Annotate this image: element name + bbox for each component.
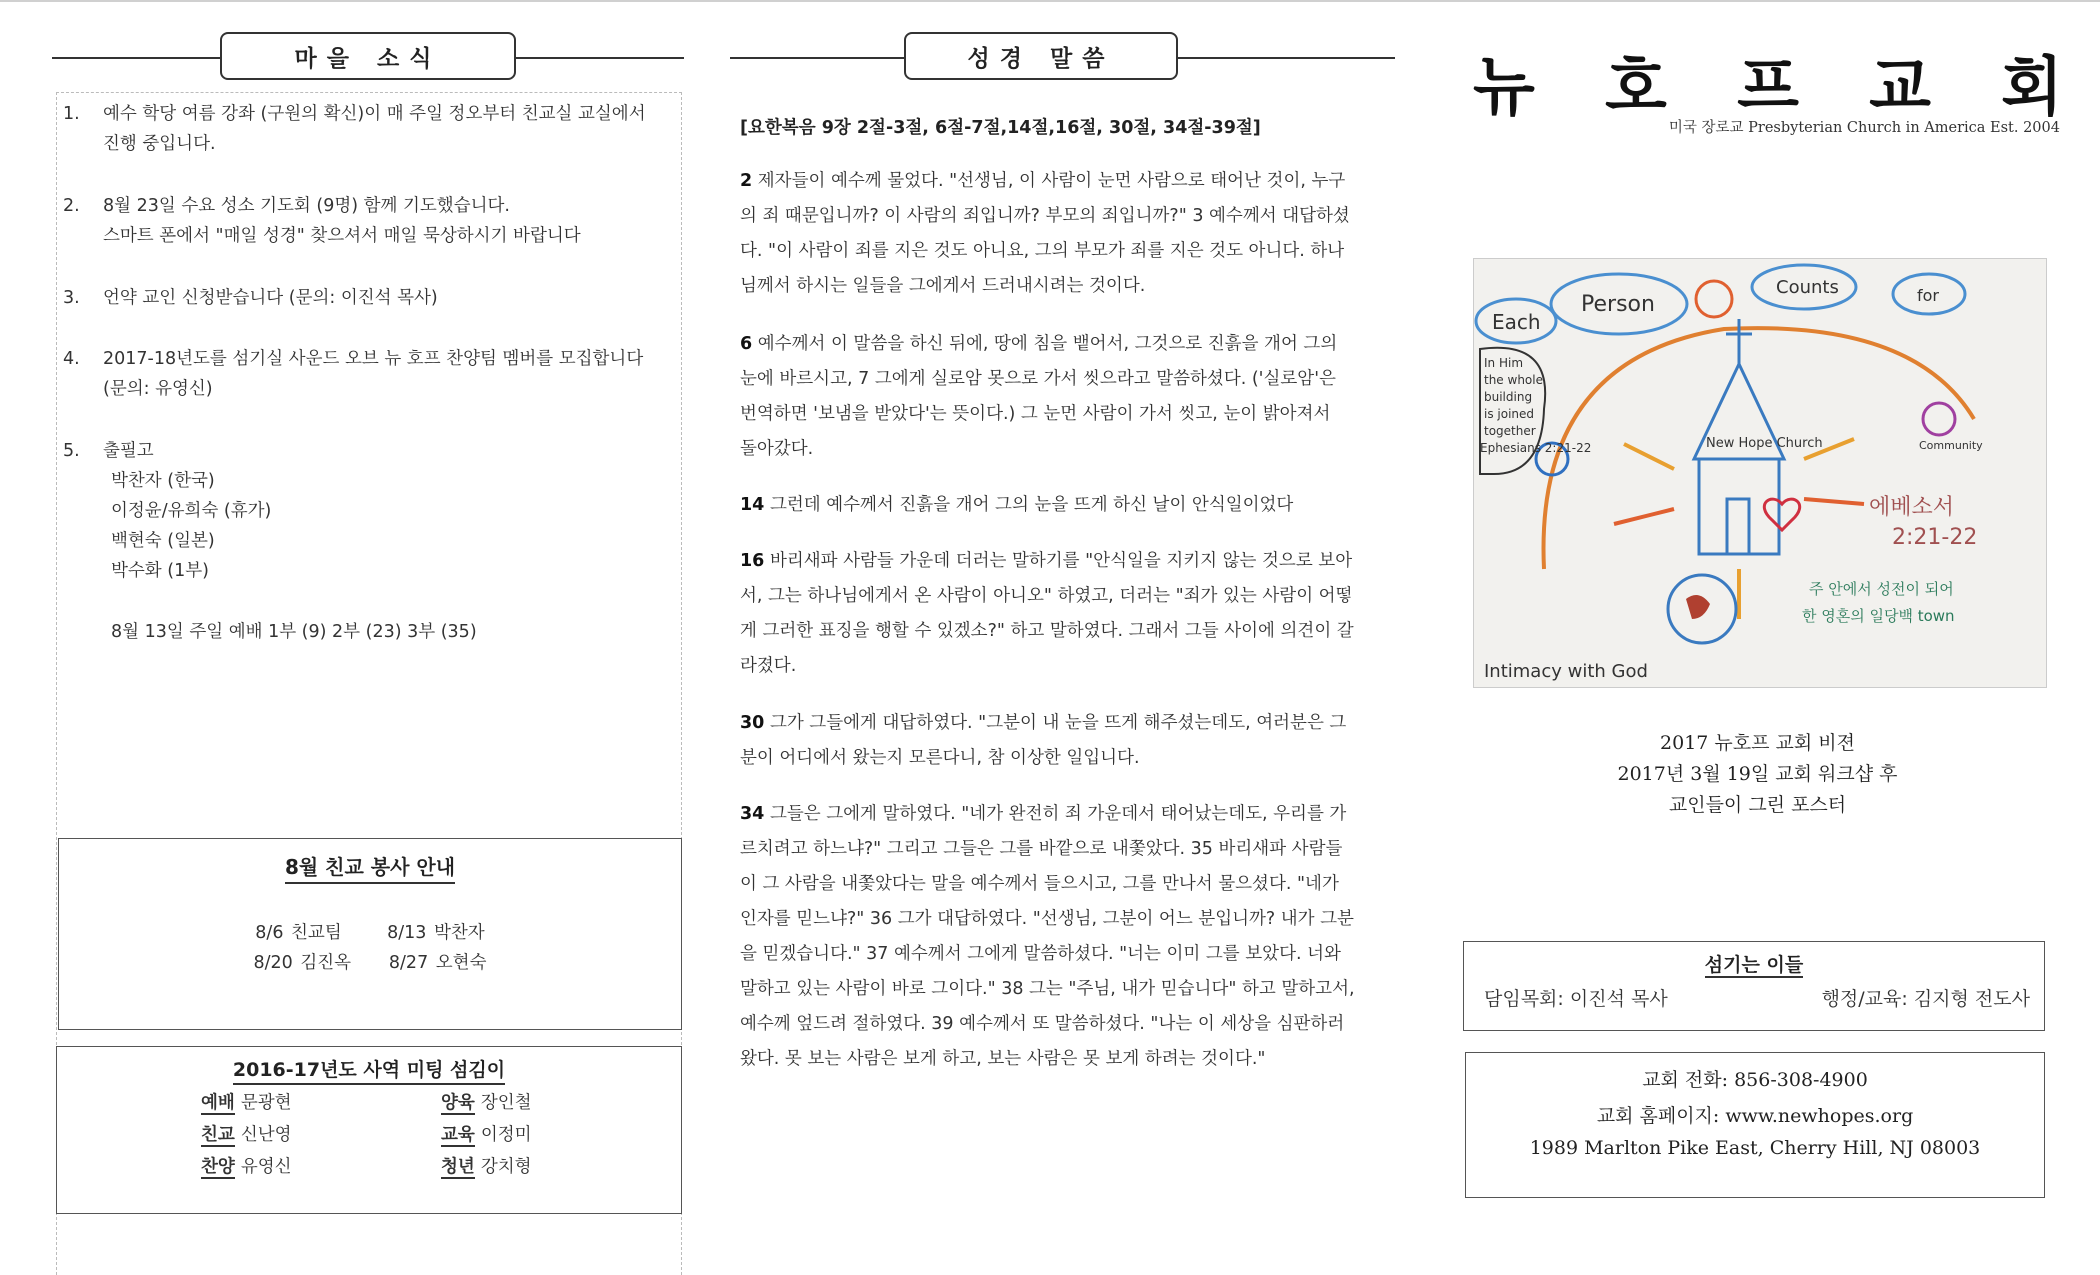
church-name-char: 교 bbox=[1869, 51, 1931, 125]
admin-education-minister: 행정/교육: 김지형 전도사 bbox=[1821, 988, 2030, 1010]
news-text bbox=[103, 191, 673, 251]
ministry-entry bbox=[441, 1153, 532, 1178]
poster-label-counts: Counts bbox=[1776, 277, 1839, 298]
ministry-role: 양육 bbox=[441, 1093, 475, 1113]
staff-title bbox=[1464, 950, 2044, 977]
poster-label-person: Person bbox=[1581, 292, 1655, 317]
poster-label-community: Community bbox=[1919, 439, 1983, 452]
ministry-person: 장인철 bbox=[480, 1093, 532, 1113]
absent-entry: 이정윤/유희숙 (휴가) bbox=[111, 501, 272, 521]
scripture-column bbox=[730, 0, 1395, 1275]
poster-drawing bbox=[1474, 259, 2046, 687]
ministry-role: 친교 bbox=[201, 1125, 235, 1145]
staff-box bbox=[1463, 941, 2045, 1031]
scripture-paragraph bbox=[740, 706, 1385, 776]
ministry-entry bbox=[201, 1121, 292, 1146]
scripture-paragraph bbox=[740, 488, 1385, 523]
staff-title-text: 섬기는 이들 bbox=[1704, 954, 1804, 976]
verse-number: 30 bbox=[740, 713, 765, 733]
contact-box bbox=[1465, 1052, 2045, 1198]
church-name-char: 호 bbox=[1605, 51, 1667, 125]
verse-line: 왔다. 못 보는 사람은 보게 하고, 보는 사람은 못 보게 하려는 것이다." bbox=[740, 1049, 1266, 1069]
heart-icon bbox=[1764, 499, 1799, 530]
village-news-title: 마을 소식 bbox=[220, 32, 516, 80]
news-number: 3. bbox=[63, 288, 80, 308]
church-body bbox=[1699, 459, 1779, 554]
ministry-meeting-box bbox=[56, 1046, 682, 1214]
church-info-column bbox=[1455, 0, 2063, 1275]
fellowship-service-title bbox=[59, 851, 681, 880]
poster-label-town: 한 영혼의 일당백 town bbox=[1802, 607, 1955, 625]
verse-line: 바리새파 사람들 가운데 더러는 말하기를 "안식일을 지키지 않는 것으로 보아 bbox=[769, 551, 1353, 571]
news-line: 8월 23일 수요 성소 기도회 (9명) 함께 기도했습니다. bbox=[103, 196, 510, 216]
verse-line: 의 죄 때문입니까? 이 사람의 죄입니까? 부모의 죄입니까?" 3 예수께서 대답하셨 bbox=[740, 206, 1350, 226]
news-text bbox=[103, 283, 673, 313]
ministry-person: 강치형 bbox=[480, 1157, 532, 1177]
verse-line: 예수께서 이 말씀을 하신 뒤에, 땅에 침을 뱉어서, 그것으로 진흙을 개어 그의 bbox=[757, 334, 1338, 354]
ministry-person: 유영신 bbox=[240, 1157, 292, 1177]
news-item-1 bbox=[63, 99, 673, 159]
news-line: 스마트 폰에서 "매일 성경" 찾으셔서 매일 묵상하시기 바랍니다 bbox=[103, 226, 581, 246]
church-subtitle: 미국 장로교 Presbyterian Church in America Est. 2004 bbox=[1668, 120, 2060, 136]
scripture-reference: [요한복음 9장 2절-3절, 6절-7절,14절,16절, 30절, 34절-39절] bbox=[740, 118, 1261, 138]
ministry-meeting-title-text: 2016-17년도 사역 미팅 섬김이 bbox=[233, 1059, 505, 1085]
village-news-header bbox=[52, 32, 684, 80]
verse-line: 다. "이 사람이 죄를 지은 것도 아니요, 그의 부모가 죄를 지은 것도 아니다. 하나 bbox=[740, 241, 1345, 261]
poster-label-each: Each bbox=[1492, 310, 1541, 334]
poster-label-for: for bbox=[1917, 286, 1939, 305]
ministry-person: 이정미 bbox=[480, 1125, 532, 1145]
verse-line: 그들은 그에게 말하였다. "네가 완전히 죄 가운데서 태어났는데도, 우리를 가 bbox=[769, 804, 1347, 824]
ministry-role: 찬양 bbox=[201, 1157, 235, 1177]
caption-line: 2017년 3월 19일 교회 워크샵 후 bbox=[1617, 763, 1898, 785]
news-item-4 bbox=[63, 344, 673, 404]
news-number: 1. bbox=[63, 104, 80, 124]
person-head bbox=[1923, 403, 1955, 435]
ministry-entry bbox=[441, 1121, 532, 1146]
verse-line: 제자들이 예수께 물었다. "선생님, 이 사람이 눈먼 사람으로 태어난 것이, 누구 bbox=[757, 171, 1346, 191]
news-line: 예수 학당 여름 강좌 (구원의 확신)이 매 주일 정오부터 친교실 교실에서 bbox=[103, 104, 646, 124]
church-name-char: 뉴 bbox=[1473, 51, 1535, 125]
globe-land bbox=[1686, 595, 1710, 619]
fellowship-service-box bbox=[58, 838, 682, 1030]
verse-number: 6 bbox=[740, 334, 753, 354]
verse-number: 16 bbox=[740, 551, 765, 571]
scripture-paragraph bbox=[740, 797, 1385, 1077]
news-line: 언약 교인 신청받습니다 (문의: 이진석 목사) bbox=[103, 288, 438, 308]
vision-poster-image bbox=[1473, 258, 2047, 688]
poster-label-temple: 주 안에서 성전이 되어 bbox=[1809, 580, 1954, 598]
scripture-title: 성경 말씀 bbox=[904, 32, 1178, 80]
verse-line: 예수께 엎드려 절하였다. 39 예수께서 또 말씀하셨다. "나는 이 세상을 심판하러 bbox=[740, 1014, 1345, 1034]
scripture-paragraph bbox=[740, 544, 1385, 684]
ministry-role: 청년 bbox=[441, 1157, 475, 1177]
church-phone: 교회 전화: 856-308-4900 bbox=[1642, 1069, 1868, 1091]
absent-entry: 백현숙 (일본) bbox=[111, 531, 215, 551]
person-head bbox=[1696, 281, 1732, 317]
church-door bbox=[1727, 499, 1749, 554]
news-number: 2. bbox=[63, 196, 80, 216]
news-number: 4. bbox=[63, 349, 80, 369]
verse-line: 이 그 사람을 내쫓았다는 말을 예수께서 들으시고, 그를 만나서 물으셨다. "네가 bbox=[740, 874, 1339, 894]
caption-line: 2017 뉴호프 교회 비젼 bbox=[1660, 732, 1855, 754]
ministry-meeting-title bbox=[57, 1055, 681, 1082]
verse-line: 게 그러한 표징을 행할 수 있겠소?" 하고 말하였다. 그래서 그들 사이에 의견이 갈 bbox=[740, 621, 1354, 641]
news-line: 2017-18년도를 섬기실 사운드 오브 뉴 호프 찬양팀 멤버를 모집합니다 bbox=[103, 349, 644, 369]
caption-line: 교인들이 그린 포스터 bbox=[1668, 794, 1847, 816]
ministry-person: 신난영 bbox=[240, 1125, 292, 1145]
verse-line: 님께서 하시는 일들을 그에게서 드러내시려는 것이다. bbox=[740, 276, 1146, 296]
news-text bbox=[103, 99, 673, 159]
fellowship-schedule-row: 8/6 친교팀 8/13 박찬자 bbox=[255, 923, 485, 943]
ministry-entry bbox=[201, 1153, 292, 1178]
church-address: 1989 Marlton Pike East, Cherry Hill, NJ 08003 bbox=[1529, 1137, 1981, 1159]
ministry-person: 문광현 bbox=[240, 1093, 292, 1113]
absent-entry: 박찬자 (한국) bbox=[111, 471, 215, 491]
verse-line: 그가 그들에게 대답하였다. "그분이 내 눈을 뜨게 해주셨는데도, 여러분은 그 bbox=[769, 713, 1347, 733]
ray-line bbox=[1804, 499, 1864, 504]
verse-line: 그런데 예수께서 진흙을 개어 그의 눈을 뜨게 하신 날이 안식일이었다 bbox=[769, 495, 1294, 515]
scripture-paragraph bbox=[740, 327, 1385, 467]
verse-line: 을 믿겠습니다." 37 예수께서 그에게 말씀하셨다. "너는 이미 그를 보았다. 너와 bbox=[740, 944, 1341, 964]
poster-label-intimacy: Intimacy with God bbox=[1484, 661, 1648, 682]
verse-number: 2 bbox=[740, 171, 753, 191]
poster-label-ephesians-ko: 에베소서 2:21-22 bbox=[1869, 495, 1978, 550]
absent-entry: 박수화 (1부) bbox=[111, 561, 209, 581]
verse-number: 34 bbox=[740, 804, 765, 824]
church-name bbox=[1473, 36, 2063, 128]
ray-line bbox=[1624, 444, 1674, 469]
poster-caption bbox=[1455, 728, 2060, 821]
attendance-summary: 8월 13일 주일 예배 1부 (9) 2부 (23) 3부 (35) bbox=[111, 622, 477, 642]
ministry-role: 예배 bbox=[201, 1093, 235, 1113]
church-name-char: 회 bbox=[2001, 51, 2063, 125]
ray-line bbox=[1614, 509, 1674, 524]
verse-line: 돌아갔다. bbox=[740, 439, 814, 459]
scripture-paragraph bbox=[740, 164, 1385, 304]
ministry-entry bbox=[441, 1089, 532, 1114]
verse-line: 말하고 있는 사람이 바로 그이다." 38 그는 "주님, 내가 믿습니다" 하고 말하고서, bbox=[740, 979, 1355, 999]
verse-line: 르치려고 하느냐?" 그리고 그들은 그를 바깥으로 내쫓았다. 35 바리새파 사람들 bbox=[740, 839, 1343, 859]
ministry-entry bbox=[201, 1089, 292, 1114]
news-line: 진행 중입니다. bbox=[103, 134, 216, 154]
news-text bbox=[103, 436, 673, 647]
verse-line: 인자를 믿느냐?" 36 그가 대답하였다. "선생님, 그분이 어느 분입니까? 내가 그분 bbox=[740, 909, 1354, 929]
poster-label-ephesians-en: In Him the whole building is joined together Ephesians 2:21-22 bbox=[1480, 356, 1592, 455]
poster-label-church: New Hope Church bbox=[1706, 436, 1823, 451]
fellowship-service-title-text: 8월 친교 봉사 안내 bbox=[285, 855, 455, 884]
verse-line: 분이 어디에서 왔는지 모른다니, 참 이상한 일입니다. bbox=[740, 748, 1140, 768]
verse-line: 서, 그는 하나님에게서 온 사람이 아니오" 하였고, 더러는 "죄가 있는 사람이 어떻 bbox=[740, 586, 1353, 606]
news-line: 출필고 bbox=[103, 441, 154, 461]
news-item-2 bbox=[63, 191, 673, 251]
news-item-5 bbox=[63, 436, 673, 647]
senior-pastor: 담임목회: 이진석 목사 bbox=[1484, 988, 1668, 1010]
scripture-header bbox=[730, 32, 1395, 80]
news-number: 5. bbox=[63, 441, 80, 461]
verse-line: 눈에 바르시고, 7 그에게 실로암 못으로 가서 씻으라고 말씀하셨다. ('실로암'은 bbox=[740, 369, 1336, 389]
church-name-char: 프 bbox=[1737, 51, 1799, 125]
news-text bbox=[103, 344, 673, 404]
ministry-role: 교육 bbox=[441, 1125, 475, 1145]
fellowship-schedule-row: 8/20 김진옥 8/27 오현숙 bbox=[253, 953, 487, 973]
verse-number: 14 bbox=[740, 495, 765, 515]
news-item-3 bbox=[63, 283, 673, 313]
village-news-column bbox=[52, 0, 684, 1275]
verse-line: 번역하면 '보냄을 받았다'는 뜻이다.) 그 눈먼 사람이 가서 씻고, 눈이 밝아져서 bbox=[740, 404, 1331, 424]
news-line: (문의: 유영신) bbox=[103, 379, 213, 399]
church-website-link[interactable]: 교회 홈페이지: www.newhopes.org bbox=[1596, 1105, 1914, 1127]
verse-line: 라졌다. bbox=[740, 656, 797, 676]
